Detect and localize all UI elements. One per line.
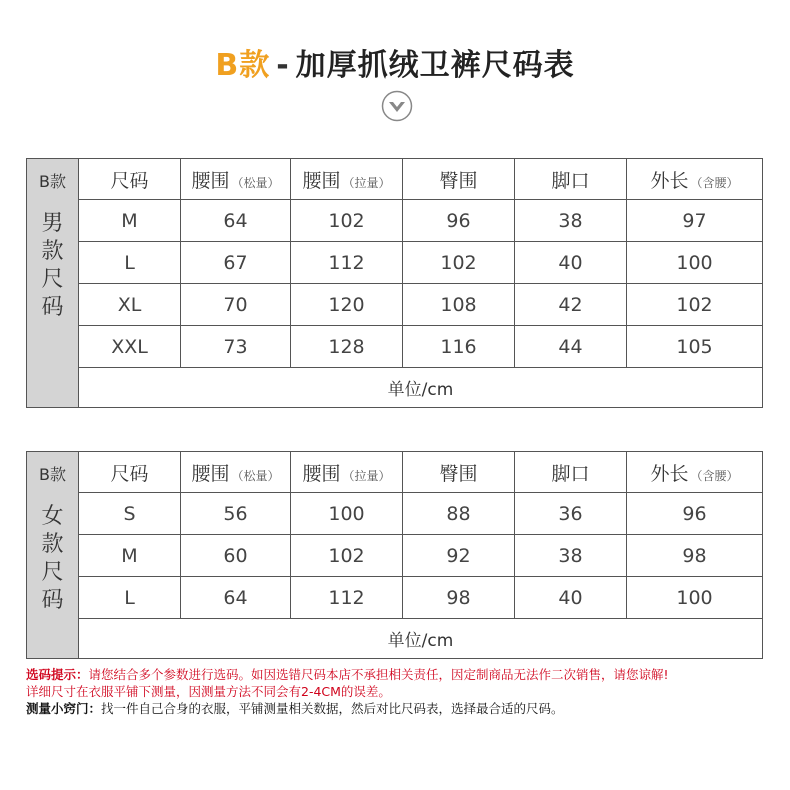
cell: 56	[181, 493, 291, 535]
table-header-row	[27, 452, 763, 493]
cell: 100	[627, 242, 763, 284]
side-tag: B款	[39, 172, 66, 191]
cell: 105	[627, 326, 763, 368]
col-waist-relaxed: 腰围 （松量）	[181, 159, 291, 200]
col-length: 外长 （含腰）	[627, 452, 763, 493]
cell: 70	[181, 284, 291, 326]
measure-label: 测量小窍门：	[26, 701, 102, 716]
cell: 60	[181, 535, 291, 577]
cell: M	[79, 535, 181, 577]
table-row	[27, 577, 763, 619]
cell: 98	[403, 577, 515, 619]
unit-row	[27, 619, 763, 659]
measure-line	[26, 700, 776, 717]
table-row	[27, 284, 763, 326]
cell: 100	[291, 493, 403, 535]
cell: 36	[515, 493, 627, 535]
title-dash: -	[276, 48, 290, 83]
men-size-table	[26, 158, 763, 408]
table-header-row	[27, 159, 763, 200]
cell: 96	[627, 493, 763, 535]
tip-label: 选码提示：	[26, 667, 89, 682]
cell: 102	[291, 200, 403, 242]
table-row	[27, 200, 763, 242]
col-hem: 脚口	[515, 452, 627, 493]
cell: 40	[515, 577, 627, 619]
cell: 97	[627, 200, 763, 242]
cell: M	[79, 200, 181, 242]
cell: S	[79, 493, 181, 535]
side-vertical-label: 男 款 尺 码	[41, 211, 64, 320]
col-hip: 臀围	[403, 159, 515, 200]
measure-text: 找一件自己合身的衣服，平铺测量相关数据，然后对比尺码表，选择最合适的尺码。	[101, 701, 564, 716]
cell: 102	[403, 242, 515, 284]
cell: 92	[403, 535, 515, 577]
cell: 44	[515, 326, 627, 368]
col-size: 尺码	[79, 452, 181, 493]
unit-row	[27, 368, 763, 408]
cell: 96	[403, 200, 515, 242]
cell: 112	[291, 577, 403, 619]
cell: 42	[515, 284, 627, 326]
table-row	[27, 535, 763, 577]
cell: 112	[291, 242, 403, 284]
col-hem: 脚口	[515, 159, 627, 200]
cell: 116	[403, 326, 515, 368]
cell: 102	[627, 284, 763, 326]
cell: 128	[291, 326, 403, 368]
cell: XXL	[79, 326, 181, 368]
unit-label: 单位/cm	[79, 368, 763, 408]
cell: 100	[627, 577, 763, 619]
table-row	[27, 242, 763, 284]
chevron-down-circle-icon	[381, 90, 413, 122]
cell: L	[79, 577, 181, 619]
cell: 88	[403, 493, 515, 535]
cell: 38	[515, 535, 627, 577]
cell: 98	[627, 535, 763, 577]
col-waist-stretched: 腰围 （拉量）	[291, 159, 403, 200]
col-hip: 臀围	[403, 452, 515, 493]
table-row	[27, 493, 763, 535]
cell: 64	[181, 200, 291, 242]
side-tag: B款	[39, 465, 66, 484]
men-side-label	[27, 159, 79, 408]
notes-section	[26, 666, 776, 717]
women-side-label	[27, 452, 79, 659]
page-title	[0, 40, 790, 84]
title-text: 加厚抓绒卫裤尺码表	[295, 48, 575, 83]
cell: 64	[181, 577, 291, 619]
tip-line-2: 详细尺寸在衣服平铺下测量，因测量方法不同会有2-4CM的误差。	[26, 684, 391, 699]
cell: 67	[181, 242, 291, 284]
unit-label: 单位/cm	[79, 619, 763, 659]
women-size-table	[26, 451, 763, 659]
col-waist-relaxed: 腰围 （松量）	[181, 452, 291, 493]
side-vertical-label: 女 款 尺 码	[41, 504, 64, 613]
cell: XL	[79, 284, 181, 326]
cell: 108	[403, 284, 515, 326]
col-size: 尺码	[79, 159, 181, 200]
tip-text: 请您结合多个参数进行选码。如因选错尺码本店不承担相关责任，因定制商品无法作二次销售，请您谅解!	[88, 667, 669, 682]
cell: 73	[181, 326, 291, 368]
col-waist-stretched: 腰围 （拉量）	[291, 452, 403, 493]
cell: 40	[515, 242, 627, 284]
cell: L	[79, 242, 181, 284]
title-accent: B款	[215, 48, 271, 83]
cell: 102	[291, 535, 403, 577]
col-length: 外长 （含腰）	[627, 159, 763, 200]
table-row	[27, 326, 763, 368]
tip-line	[26, 666, 776, 683]
cell: 38	[515, 200, 627, 242]
cell: 120	[291, 284, 403, 326]
